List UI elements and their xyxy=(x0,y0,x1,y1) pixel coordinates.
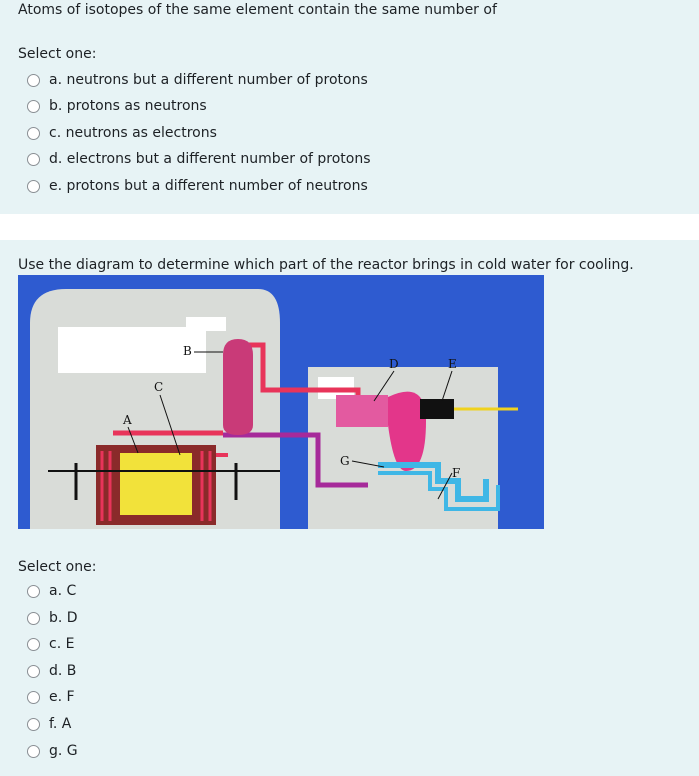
q1-option-c[interactable] xyxy=(27,125,217,141)
question-2-text: Use the diagram to determine which part of the reactor brings in cold water for cooling. xyxy=(18,257,634,273)
label-f: F xyxy=(452,466,461,480)
q1-option-d[interactable] xyxy=(27,151,371,167)
q2-option-f[interactable] xyxy=(27,716,71,732)
q2-option-a[interactable] xyxy=(27,583,76,599)
q1-option-d-label: d. electrons but a different number of protons xyxy=(49,151,371,167)
q2-option-d[interactable] xyxy=(27,663,76,679)
label-c: C xyxy=(154,380,164,394)
q2-option-b[interactable] xyxy=(27,610,78,626)
radio-button[interactable] xyxy=(27,612,40,625)
question-1-panel xyxy=(0,0,699,214)
select-one-label: Select one: xyxy=(18,559,97,575)
q2-option-a-label: a. C xyxy=(49,583,77,599)
q2-option-g[interactable] xyxy=(27,743,78,759)
q1-option-a-label: a. neutrons but a different number of protons xyxy=(49,72,368,88)
label-b: B xyxy=(183,344,192,358)
radio-button[interactable] xyxy=(27,638,40,651)
q1-option-a[interactable] xyxy=(27,72,368,88)
q2-option-b-label: b. D xyxy=(49,610,78,626)
label-g: G xyxy=(340,454,350,468)
radio-button[interactable] xyxy=(27,127,40,140)
q2-option-c-label: c. E xyxy=(49,636,75,652)
label-e: E xyxy=(448,357,457,371)
q2-option-f-label: f. A xyxy=(49,716,72,732)
reactor-diagram xyxy=(18,275,544,529)
radio-button[interactable] xyxy=(27,180,40,193)
q2-option-g-label: g. G xyxy=(49,743,78,759)
label-d: D xyxy=(389,357,399,371)
radio-button[interactable] xyxy=(27,585,40,598)
radio-button[interactable] xyxy=(27,74,40,87)
q1-option-c-label: c. neutrons as electrons xyxy=(49,125,217,141)
q1-option-e[interactable] xyxy=(27,178,368,194)
question-2-panel xyxy=(0,240,699,776)
label-a: A xyxy=(123,413,132,427)
radio-button[interactable] xyxy=(27,691,40,704)
q1-option-b-label: b. protons as neutrons xyxy=(49,98,207,114)
q2-option-e[interactable] xyxy=(27,689,75,705)
q1-option-e-label: e. protons but a different number of neutrons xyxy=(49,178,368,194)
question-1-text: Atoms of isotopes of the same element contain the same number of xyxy=(18,2,497,18)
q2-option-d-label: d. B xyxy=(49,663,77,679)
radio-button[interactable] xyxy=(27,665,40,678)
q1-option-b[interactable] xyxy=(27,98,207,114)
q2-option-c[interactable] xyxy=(27,636,74,652)
radio-button[interactable] xyxy=(27,745,40,758)
radio-button[interactable] xyxy=(27,100,40,113)
q2-option-e-label: e. F xyxy=(49,689,75,705)
radio-button[interactable] xyxy=(27,153,40,166)
radio-button[interactable] xyxy=(27,718,40,731)
select-one-label: Select one: xyxy=(18,46,97,62)
